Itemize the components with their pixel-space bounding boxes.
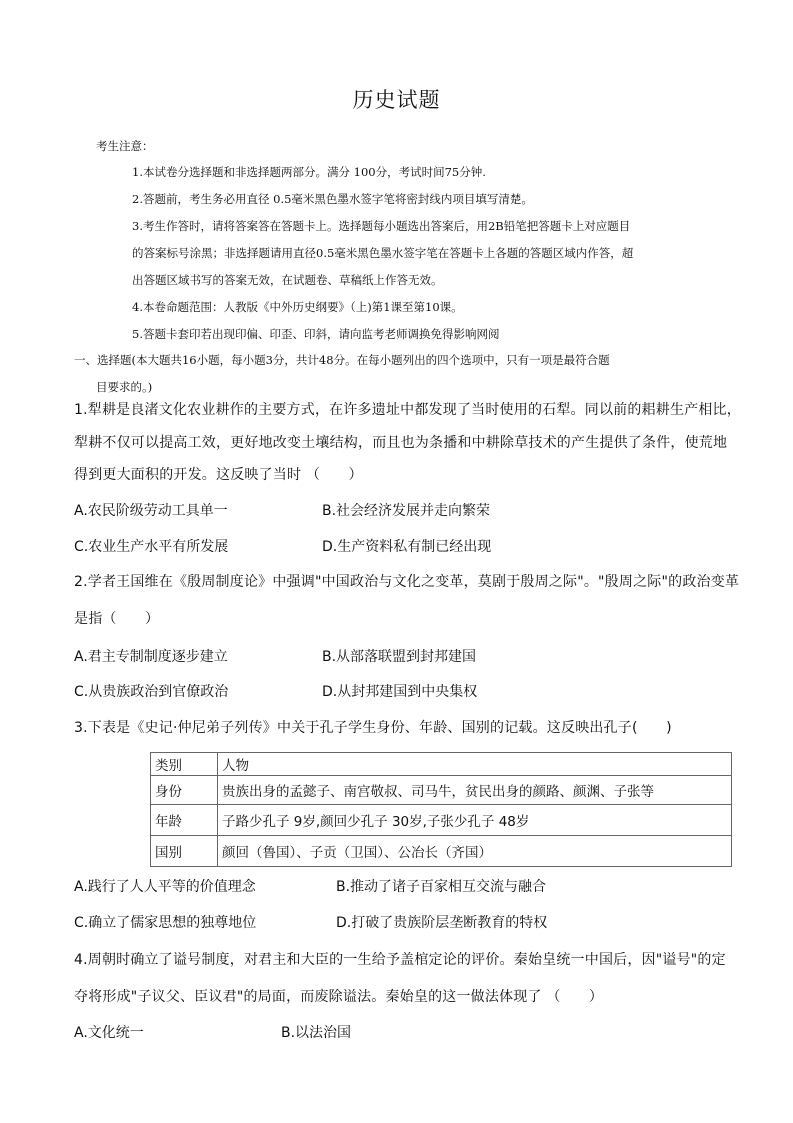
notice-line: 3.考生作答时，请将答案答在答题卡上。选择题每小题选出答案后，用2B铅笔把答题卡上对应题目 [132, 219, 631, 233]
notice-line: 出答题区域书写的答案无效，在试题卷、草稿纸上作答无效。 [132, 273, 443, 287]
question-3-stem: 3.下表是《史记·仲尼弟子列传》中关于孔子学生身份、年龄、国别的记载。这反映出孔子( ) [74, 720, 672, 736]
notice-line: 的答案标号涂黑；非选择题请用直径0.5毫米黑色墨水签字笔在答题卡上各题的答题区域内作答，超 [132, 246, 634, 260]
question-4-option-b: B.以法治国 [281, 1025, 352, 1041]
notice-line: 5.答题卡套印若出现印偏、印歪、印斜，请向监考老师调换免得影响网阅 [132, 327, 500, 341]
question-3-option-c: C.确立了儒家思想的独尊地位 [74, 915, 257, 931]
table-row [151, 836, 732, 867]
question-2-option-a: A.君主专制制度逐步建立 [74, 649, 228, 665]
table-header-row [151, 753, 732, 776]
notice-line: 4.本卷命题范围：人教版《中外历史纲要》（上)第1课至第10课。 [132, 300, 463, 314]
section-heading-cont: 目要求的。) [96, 380, 153, 394]
question-4-stem: 夺将形成"子议父、臣议君"的局面，而废除谥法。秦始皇的这一做法体现了 （ ） [74, 989, 604, 1005]
table-cell: 身份 [151, 776, 218, 805]
notice-heading: 考生注意： [96, 139, 154, 153]
section-heading: 一、选择题(本大题共16小题，每小题3分，共计48分。在每小题列出的四个选项中，只有一项是最符合题 [74, 353, 610, 367]
question-3-option-d: D.打破了贵族阶层垄断教育的特权 [336, 915, 548, 931]
table-row [151, 805, 732, 836]
table-cell: 颜回（鲁国）、子贡（卫国）、公冶长（齐国） [218, 836, 732, 867]
question-1-option-d: D.生产资料私有制已经出现 [322, 539, 492, 555]
question-3-option-a: A.践行了人人平等的价值理念 [74, 879, 256, 895]
table-header-cell: 类别 [151, 753, 218, 776]
question-1-stem: 得到更大面积的开发。这反映了当时 （ ） [74, 467, 363, 483]
question-2-stem: 是指（ ） [74, 611, 160, 627]
question-1-option-a: A.农民阶级劳动工具单一 [74, 503, 228, 519]
question-1-option-b: B.社会经济发展并走向繁荣 [322, 503, 491, 519]
table-cell: 年龄 [151, 805, 218, 836]
records-table [150, 752, 732, 867]
table-row [151, 776, 732, 805]
question-4-stem: 4.周朝时确立了谥号制度，对君主和大臣的一生给予盖棺定论的评价。秦始皇统一中国后，因"谥号"的定 [74, 952, 726, 968]
table-cell: 子路少孔子 9岁,颜回少孔子 30岁,子张少孔子 48岁 [218, 805, 732, 836]
notice-line: 1.本试卷分选择题和非选择题两部分。满分 100分，考试时间75分钟. [132, 165, 486, 179]
question-4-option-a: A.文化统一 [74, 1025, 144, 1041]
question-3-option-b: B.推动了诸子百家相互交流与融合 [336, 879, 547, 895]
question-1-stem: 1.犁耕是良渚文化农业耕作的主要方式，在许多遗址中都发现了当时使用的石犁。同以前的耜耕生产相比， [74, 402, 741, 418]
question-2-option-d: D.从封邦建国到中央集权 [322, 684, 478, 700]
table-cell: 国别 [151, 836, 218, 867]
question-1-option-c: C.农业生产水平有所发展 [74, 539, 229, 555]
table-cell: 贵族出身的孟懿子、南宫敬叔、司马牛，贫民出身的颜路、颜渊、子张等 [218, 776, 732, 805]
page-title: 历史试题 [352, 88, 441, 112]
table-header-cell: 人物 [218, 753, 732, 776]
question-1-stem: 犁耕不仅可以提高工效，更好地改变土壤结构，而且也为条播和中耕除草技术的产生提供了条件，使荒地 [74, 435, 728, 451]
question-2-option-b: B.从部落联盟到封邦建国 [322, 649, 477, 665]
question-2-option-c: C.从贵族政治到官僚政治 [74, 684, 229, 700]
question-2-stem: 2.学者王国维在《殷周制度论》中强调"中国政治与文化之变革，莫剧于殷周之际"。"殷周之际"的政治变革 [74, 574, 740, 590]
notice-line: 2.答题前，考生务必用直径 0.5毫米黑色墨水签字笔将密封线内项目填写清楚。 [132, 192, 533, 206]
